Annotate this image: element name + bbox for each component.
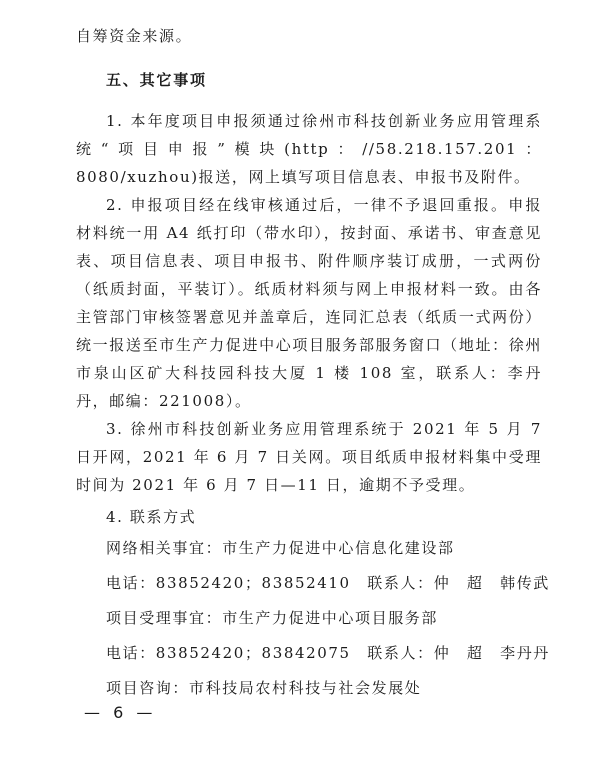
contact-line: 网络相关事宜：市生产力促进中心信息化建设部 xyxy=(106,539,455,557)
contact-heading: 4. 联系方式 xyxy=(106,508,197,526)
page-number: — 6 — xyxy=(84,703,157,722)
paragraph-2: 2. 申报项目经在线审核通过后，一律不予退回重报。申报材料统一用 A4 纸打印（带水印），按封面、承诺书、审查意见表、项目信息表、项目申报书、附件顺序装订成册，一式两份（纸质封面，平装订）。纸质材料须与网上申报材料一致。由各主管部门审核签署意见并盖章后，连同汇总表（纸质一式两份）统一报送至市生产力促进中心项目服务部服务窗口（地址：徐州市泉山区矿大科技园科技大厦 1 楼 108 室，联系人：李丹丹，邮编：221008）。 xyxy=(76,196,542,410)
contact-line: 项目受理事宜：市生产力促进中心项目服务部 xyxy=(106,609,439,627)
contact-line: 电话：83852420；83842075 联系人：仲 超 李丹丹 xyxy=(106,644,550,662)
lead-line: 自筹资金来源。 xyxy=(76,27,193,45)
contact-line: 电话：83852420；83852410 联系人：仲 超 韩传武 xyxy=(106,574,550,592)
paragraph-1: 1. 本年度项目申报须通过徐州市科技创新业务应用管理系统“项目申报”模块(http：//58.218.157.201：8080/xuzhou)报送，网上填写项目信息表、申报书及附件。 xyxy=(76,112,542,186)
section-heading: 五、其它事项 xyxy=(106,71,207,89)
contact-line: 项目咨询：市科技局农村科技与社会发展处 xyxy=(106,679,422,697)
paragraph-3: 3. 徐州市科技创新业务应用管理系统于 2021 年 5 月 7 日开网，2021 年 6 月 7 日关网。项目纸质申报材料集中受理时间为 2021 年 6 月 7 日—11 日，逾期不予受理。 xyxy=(76,420,542,494)
